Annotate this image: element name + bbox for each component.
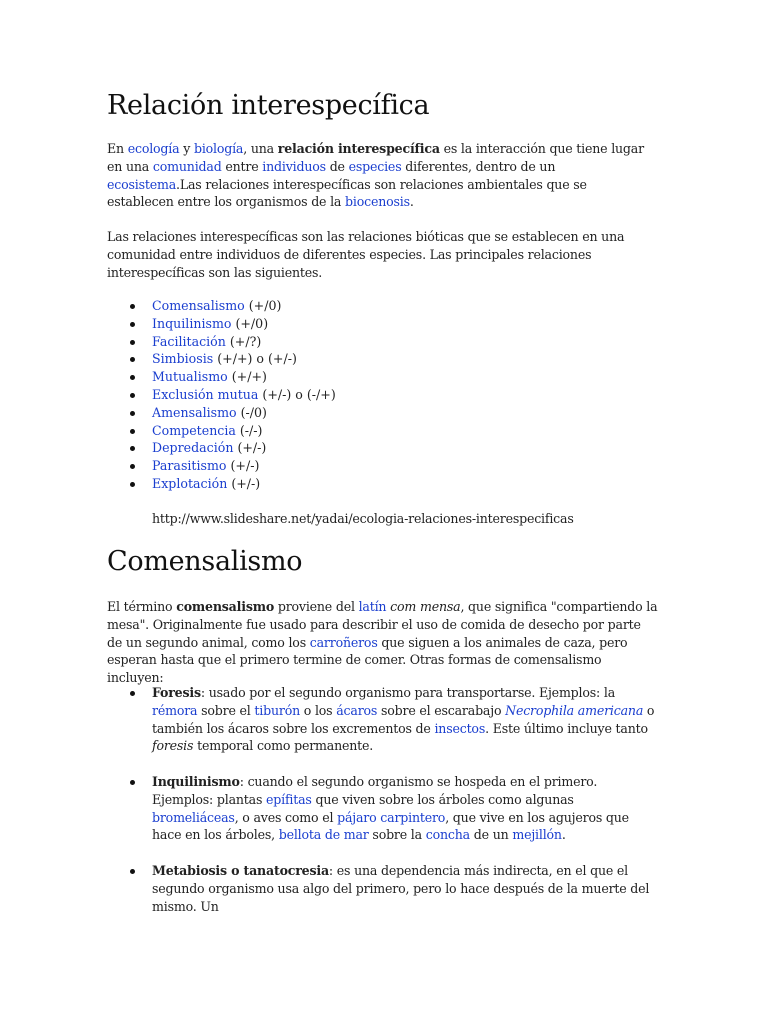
relation-sign: (+/-) — [227, 475, 261, 491]
source-url: http://www.slideshare.net/yadai/ecologia-relaciones-interespecificas — [152, 511, 574, 526]
intro-paragraph: En ecología y biología, una relación interespecífica es la interacción que tiene lugar en una comunidad entre individuos de especies diferentes, dentro de un ecosistema.Las relaciones interespecíficas son relaciones ambientales que se establecen entre los organismos de la biocenosis. — [107, 141, 644, 210]
link-bellota-de-mar[interactable]: bellota de mar — [278, 827, 369, 843]
list-item — [152, 404, 336, 422]
relations-list — [107, 297, 336, 493]
list-item — [152, 439, 336, 457]
link-remora[interactable]: rémora — [152, 702, 198, 718]
list-item — [152, 350, 336, 368]
relation-link[interactable]: Parasitismo — [152, 458, 227, 474]
list-item — [152, 333, 336, 351]
relation-link[interactable]: Inquilinismo — [152, 315, 232, 331]
list-item-metabiosis: Metabiosis o tanatocresia: es una dependencia más indirecta, en el que el segundo organismo usa algo del primero, pero lo hace después de la muerte del mismo. Un — [152, 862, 659, 915]
link-mejillon[interactable]: mejillón — [512, 827, 562, 843]
relation-sign: (+/-) — [233, 440, 267, 456]
relation-link[interactable]: Depredación — [152, 440, 234, 456]
link-especies[interactable]: especies — [348, 158, 402, 174]
link-acaros[interactable]: ácaros — [336, 702, 378, 718]
relation-sign: (+/?) — [225, 333, 262, 349]
relation-sign: (+/0) — [244, 298, 282, 313]
relation-link[interactable]: Competencia — [152, 422, 236, 438]
page-title: Relación interespecífica — [107, 90, 430, 121]
link-tiburon[interactable]: tiburón — [254, 702, 300, 718]
link-ecosistema[interactable]: ecosistema — [107, 176, 177, 192]
relation-sign: (+/+) — [227, 369, 267, 385]
bold-term: comensalismo — [176, 599, 275, 614]
link-biocenosis[interactable]: biocenosis — [345, 194, 410, 210]
relation-link[interactable]: Simbiosis — [152, 351, 214, 367]
link-pajaro-carpintero[interactable]: pájaro carpintero — [337, 809, 446, 825]
link-epifitas[interactable]: epífitas — [266, 791, 312, 807]
link-individuos[interactable]: individuos — [262, 158, 326, 174]
relation-sign: (+/-) o (-/+) — [258, 386, 336, 402]
comensalismo-forms-list — [107, 684, 659, 933]
list-item — [152, 368, 336, 386]
link-insectos[interactable]: insectos — [434, 720, 486, 736]
list-item-foresis: Foresis: usado por el segundo organismo para transportarse. Ejemplos: la rémora sobre el tiburón o los ácaros sobre el escarabajo Necrophila americana o también los ácaros sobre los excrementos de insectos. Este último incluye tanto foresis temporal como permanente. — [152, 684, 659, 755]
relation-link[interactable]: Explotación — [152, 475, 228, 491]
relation-link[interactable]: Amensalismo — [152, 404, 237, 420]
list-item — [152, 475, 336, 493]
bold-term: relación interespecífica — [277, 141, 440, 156]
link-ecologia[interactable]: ecología — [127, 141, 180, 156]
relation-link[interactable]: Exclusión mutua — [152, 386, 259, 402]
link-bromeliaceas[interactable]: bromeliáceas — [152, 809, 235, 825]
relation-sign: (+/0) — [231, 315, 269, 331]
relations-paragraph: Las relaciones interespecíficas son las relaciones bióticas que se establecen en una comunidad entre individuos de diferentes especies. Las principales relaciones interespecíficas son las siguientes. — [107, 229, 625, 280]
relation-sign: (-/0) — [236, 404, 267, 420]
list-item — [152, 422, 336, 440]
list-item — [152, 386, 336, 404]
list-item-inquilinismo: Inquilinismo: cuando el segundo organismo se hospeda en el primero. Ejemplos: plantas epífitas que viven sobre los árboles como algunas bromeliáceas, o aves como el pájaro carpintero, que vive en los agujeros que hace en los árboles, bellota de mar sobre la concha de un mejillón. — [152, 773, 659, 844]
list-item — [152, 457, 336, 475]
italic-term: com mensa — [390, 599, 461, 614]
link-latin[interactable]: latín — [358, 599, 387, 614]
list-item — [152, 315, 336, 333]
relation-sign: (+/+) o (+/-) — [213, 351, 297, 367]
list-item — [152, 297, 336, 315]
relation-link[interactable]: Comensalismo — [152, 298, 245, 313]
relation-link[interactable]: Mutualismo — [152, 369, 228, 385]
section-title-comensalismo: Comensalismo — [107, 546, 303, 577]
relation-link[interactable]: Facilitación — [152, 333, 226, 349]
link-carroneros[interactable]: carroñeros — [309, 634, 378, 650]
relation-sign: (-/-) — [235, 422, 263, 438]
link-comunidad[interactable]: comunidad — [152, 158, 222, 174]
relation-sign: (+/-) — [226, 458, 260, 474]
link-concha[interactable]: concha — [425, 827, 470, 843]
link-biologia[interactable]: biología — [193, 141, 244, 156]
link-necrophila[interactable]: Necrophila americana — [505, 702, 644, 718]
comensalismo-paragraph: El término comensalismo proviene del latín com mensa, que significa "compartiendo la mesa". Originalmente fue usado para describir el uso de comida de desecho por parte de un segundo animal, como los carroñeros que siguen a los animales de caza, pero esperan hasta que el primero termine de comer. Otras formas de comensalismo incluyen: — [107, 599, 658, 686]
